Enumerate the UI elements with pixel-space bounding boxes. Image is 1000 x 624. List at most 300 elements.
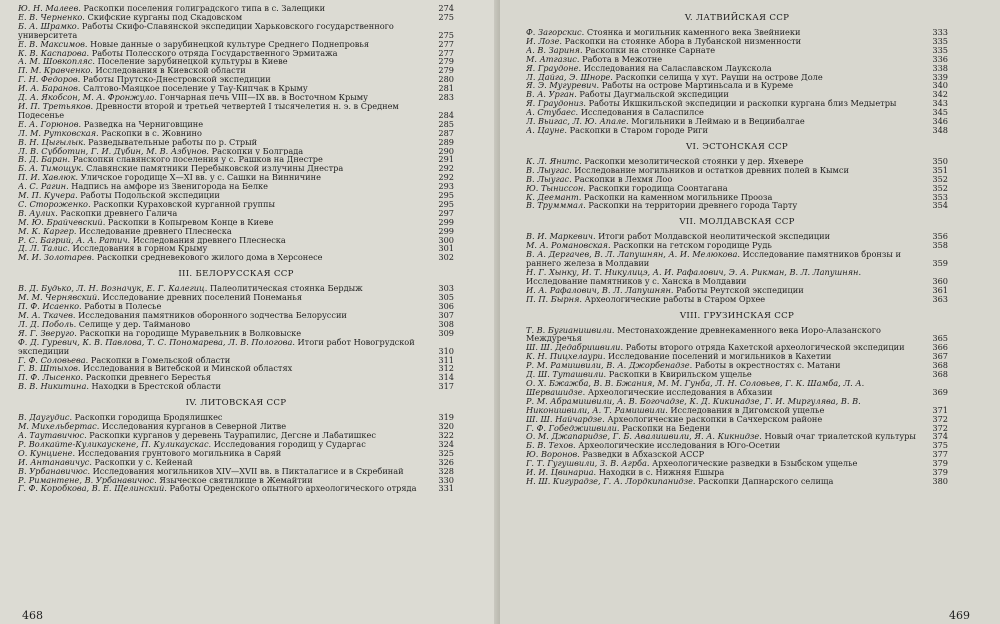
entry-text [18, 191, 424, 200]
entry-text [526, 343, 918, 352]
entry-title: Работы Прутско-Днестровской экспедиции [82, 75, 271, 85]
entry-text [526, 117, 918, 126]
entry-page-number: 274 [438, 4, 454, 13]
entry-author: Л. М. Рутковская. [18, 128, 99, 138]
entry-text [526, 326, 918, 344]
entry-text [18, 120, 424, 129]
entry-author: К. Н. Пицхелаури. [526, 352, 606, 362]
entry-page-number: 330 [438, 475, 454, 485]
entry-title: Раскопки в Лехмя Лоо [574, 174, 673, 184]
entry-author: В. Лыугас. [526, 165, 572, 175]
entry-title: Работа в Межотне [582, 54, 663, 64]
entry-title: Исследования курганов в Северной Литве [101, 422, 287, 431]
entry-page-number: 314 [438, 373, 454, 383]
toc-entry [526, 46, 948, 55]
entry-author: М. А. Романовская. [526, 241, 611, 251]
toc-entry [18, 84, 454, 93]
entry-text [18, 320, 424, 329]
toc-entry [526, 37, 948, 46]
entry-author: М. Атгазис. [526, 54, 580, 64]
entry-text [18, 4, 424, 13]
entry-page-number: 277 [438, 48, 454, 58]
entry-page-number: 295 [438, 191, 454, 200]
toc-entry [18, 338, 454, 356]
entry-title: Исследования в Киевской области [95, 66, 246, 76]
entry-author: П. П. Бырня. [526, 294, 583, 304]
entry-page-number: 299 [438, 226, 454, 236]
entry-text [18, 57, 424, 66]
entry-author: Б. А. Тимощук. [18, 164, 84, 174]
entry-author: Ф. Д. Гуревич, К. В. Павлова, Т. С. Пономарева, Л. В. Пологова. [18, 337, 295, 347]
toc-entry [526, 73, 948, 82]
toc-entry [18, 440, 454, 449]
entry-text [526, 361, 918, 370]
entry-page-number: 287 [438, 128, 454, 138]
entry-text [18, 440, 424, 449]
entry-title: Уличское городище X—XI вв. у с. Сашки на Винничине [80, 173, 321, 183]
entry-page-number: 331 [438, 484, 454, 494]
entry-title: Работы Даугмальской экспедиции [579, 90, 729, 100]
toc-entry [526, 370, 948, 379]
entry-author: Я. Граудоне. [526, 63, 582, 73]
entry-page-number: 368 [932, 370, 948, 379]
entry-author: Л. Дайга, Э. Шноре. [526, 72, 613, 82]
entry-title: Гончарная печь VIII—IX вв. в Восточном Крыму [159, 93, 368, 102]
entry-text [526, 268, 918, 286]
entry-title: Раскопки на территории древнего города Тарту [588, 201, 798, 211]
toc-entry [526, 201, 948, 210]
entry-page-number: 335 [932, 45, 948, 55]
entry-text [526, 250, 918, 268]
toc-entry [18, 129, 454, 138]
entry-page-number: 302 [438, 253, 454, 263]
section-heading: III. БЕЛОРУССКАЯ ССР [178, 269, 294, 280]
entry-title: Находки в с. Нижняя Ешыра [598, 468, 725, 477]
entry-page-number: 379 [932, 459, 948, 469]
entry-text [526, 99, 918, 108]
toc-entry [526, 193, 948, 202]
entry-author: Б. А. Шрамко. [18, 21, 80, 31]
entry-author: Н. Ш. Кигурадзе, Г. А. Лордкипанидзе. [526, 476, 696, 486]
entry-author: Г. Ф. Коробкова, В. Е. Щелинский. [18, 484, 167, 494]
entry-title: Итоги работ Молдавской неолитической экспедиции [598, 232, 831, 242]
entry-text [526, 46, 918, 55]
entry-title: Исследование памятников у с. Ханска в Молдавии [526, 275, 747, 286]
toc-entry [18, 102, 454, 120]
entry-text [526, 126, 918, 135]
toc-entry [18, 200, 454, 209]
entry-title: Раскопки в Копыревом Конце в Киеве [107, 217, 274, 227]
toc-entry [526, 241, 948, 250]
toc-entry [526, 99, 948, 108]
entry-author: В. А. Дергачев, В. Л. Лапушнян, А. И. Мелюкова. [526, 250, 740, 260]
entry-page-number: 281 [438, 84, 454, 94]
entry-author: В. Д. Будько, Л. Н. Возначук, Е. Г. Калегиц. [18, 284, 208, 294]
entry-author: К. Деемант. [526, 192, 582, 202]
entry-author: Я. Граудониз. [526, 99, 586, 109]
entry-author: Р. Волкайте-Куликаускене, П. Куликаускас. [18, 439, 212, 449]
toc-entry [526, 81, 948, 90]
entry-text [526, 166, 918, 175]
entry-text [526, 397, 918, 415]
toc-entry [18, 382, 454, 391]
entry-text [526, 28, 918, 37]
toc-entry [526, 126, 948, 135]
entry-title: Исследование могильников и остатков древних полей в Кымси [574, 165, 849, 175]
entry-title: Исследования могильников XIV—XVII вв. в Пикталагисе и в Скребинай [92, 466, 404, 476]
toc-entry [18, 40, 454, 49]
entry-page-number: 368 [932, 361, 948, 371]
entry-page-number: 352 [932, 174, 948, 184]
entry-page-number: 275 [438, 12, 454, 22]
toc-section [18, 398, 454, 493]
entry-text [526, 232, 918, 241]
entry-author: В. Лыугас. [526, 174, 572, 184]
entry-page-number: 351 [932, 165, 948, 175]
entry-page-number: 328 [438, 466, 454, 476]
toc-entry [18, 236, 454, 245]
entry-page-number: 279 [438, 57, 454, 67]
toc-entry [526, 352, 948, 361]
left-page [0, 0, 498, 624]
entry-title: Исследования в Дигомской ущелье [670, 404, 825, 415]
entry-title: Разведки в Абхазской АССР [582, 450, 705, 460]
section-heading: VIII. ГРУЗИНСКАЯ ССР [679, 310, 795, 321]
entry-page-number: 317 [438, 382, 454, 392]
entry-author: Я. Э. Мугуревич. [526, 81, 600, 91]
toc-entry [18, 449, 454, 458]
entry-text [526, 241, 918, 250]
entry-title: Раскопки в Квирильском ущелье [608, 370, 752, 379]
entry-author: П. И. Хавлюк. [18, 173, 79, 183]
entry-author: К. В. Каспарова. [18, 48, 90, 58]
toc-section [526, 142, 948, 210]
entry-page-number: 284 [438, 109, 454, 120]
toc-entry [18, 138, 454, 147]
entry-text [526, 286, 918, 295]
entry-title: Раскопки Дапнарского селища [698, 476, 834, 486]
entry-title: Раскопки на стоянке Сарнате [585, 45, 716, 55]
entry-text [526, 379, 918, 397]
entry-title: Стоянка и могильник каменного века Звейниеки [586, 28, 801, 37]
toc-entry [18, 120, 454, 129]
entry-page-number: 369 [932, 386, 948, 397]
entry-text [526, 201, 918, 210]
entry-page-number: 366 [932, 343, 948, 353]
toc-entry [526, 55, 948, 64]
entry-page-number: 289 [438, 137, 454, 147]
entry-author: М. М. Чернявский. [18, 293, 100, 303]
entry-page-number: 319 [438, 413, 454, 423]
entry-page-number: 336 [932, 54, 948, 64]
entry-author: В. А. Урган. [526, 90, 577, 100]
toc-entry [18, 164, 454, 173]
toc-entry [18, 476, 454, 485]
entry-page-number: 363 [932, 294, 948, 304]
entry-page-number: 279 [438, 66, 454, 76]
entry-author: Р. М. Рамишвили, В. А. Джорбенадзе. [526, 361, 693, 371]
right-page [500, 0, 1000, 624]
entry-text [18, 209, 424, 218]
toc-entry [526, 295, 948, 304]
entry-text [18, 218, 424, 227]
entry-author: Ю. Тыниссон. [526, 183, 586, 193]
entry-author: Г. В. Штыхов. [18, 364, 81, 374]
entry-author: В. В. Никитина. [18, 382, 89, 392]
toc-entry [18, 302, 454, 311]
entry-text [18, 338, 424, 356]
entry-page-number: 342 [932, 90, 948, 100]
entry-title: Раскопки в Старом городе Риги [569, 125, 708, 135]
toc-entry [526, 415, 948, 424]
entry-page-number: 367 [932, 352, 948, 362]
toc-entry [526, 459, 948, 468]
entry-author: Б. В. Техов. [526, 441, 576, 451]
entry-title: Раскопки в с. Жовнино [101, 128, 202, 138]
entry-title: Раскопки на гетском городище Рудь [613, 241, 772, 251]
entry-page-number: 283 [438, 93, 454, 102]
entry-title: Археологические работы в Старом Орхее [584, 294, 766, 304]
entry-page-number: 371 [932, 404, 948, 415]
toc-entry [526, 450, 948, 459]
entry-text [18, 84, 424, 93]
entry-title: Селище у дер. Тайманово [78, 319, 191, 329]
toc-entry [526, 441, 948, 450]
toc-entry [526, 175, 948, 184]
entry-page-number: 301 [438, 244, 454, 254]
entry-author: В. Урбанавичюс. [18, 466, 91, 476]
entry-title: Раскопки городища Бродялишкес [74, 413, 223, 423]
entry-title: Работы второго отряда Кахетской археологической экспедиции [625, 343, 905, 353]
entry-text [526, 450, 918, 459]
entry-title: Работы Икшкильской экспедиции и раскопки кургана близ Медыетры [588, 99, 897, 109]
entry-title: Работы в Полесье [84, 302, 162, 311]
entry-page-number: 354 [932, 201, 948, 211]
entry-page-number: 339 [932, 72, 948, 82]
entry-title: Работы Ореденского опытного археологического отряда [169, 484, 417, 494]
entry-author: Е. В. Максимов. [18, 39, 88, 49]
toc-entry [526, 250, 948, 268]
page-number-left: 468 [22, 609, 43, 622]
entry-title: Работы Полесского отряда Государственного Эрмитажа [91, 48, 338, 58]
entry-author: В. Трумммал. [526, 201, 586, 211]
entry-text [18, 13, 424, 22]
entry-text [18, 49, 424, 58]
entry-author: Т. В. Бугианишвили. [526, 325, 615, 335]
toc-entry [18, 413, 454, 422]
entry-text [18, 302, 424, 311]
entry-title: Раскопки древнего Берестья [85, 373, 211, 383]
entry-title: Раскопки древнего Галича [60, 208, 178, 218]
entry-page-number: 285 [438, 119, 454, 129]
entry-title: Археологические разведки в Бзыбском ущелье [652, 459, 858, 469]
entry-text [526, 73, 918, 82]
entry-title: Раскопки средневекового жилого дома в Херсонесе [96, 253, 323, 263]
toc-entry [526, 468, 948, 477]
entry-author: О. М. Джапаридзе, Г. Б. Авалишвили, Я. А. Кикнидзе. [526, 432, 762, 442]
entry-text [18, 467, 424, 476]
entry-title: Исследование древних поселений Понеманья [102, 293, 302, 303]
entry-text [526, 468, 918, 477]
entry-text [526, 459, 918, 468]
entry-author: П. Ф. Лысенко. [18, 373, 84, 383]
entry-title: Раскопки поселения голиградского типа в с. Залещики [83, 4, 326, 13]
entry-author: Л. Д. Поболь. [18, 319, 77, 329]
entry-title: Разведывательные работы по р. Стрый [88, 137, 258, 147]
entry-title: Исследования в Витебской и Минской областях [83, 364, 293, 374]
entry-text [526, 175, 918, 184]
entry-page-number: 297 [438, 208, 454, 218]
toc-entry [526, 343, 948, 352]
entry-author: В. Д. Баран. [18, 155, 71, 165]
toc-entry [526, 477, 948, 486]
entry-page-number: 324 [438, 439, 454, 449]
entry-author: В. И. Маркевич. [526, 232, 596, 242]
entry-title: Новые данные о зарубинецкой культуре Среднего Поднепровья [90, 39, 369, 49]
entry-title: Работы в окрестностях с. Матани [694, 361, 841, 371]
entry-text [526, 352, 918, 361]
entry-title: Языческое святилище в Жемайтии [159, 475, 313, 485]
entry-text [526, 90, 918, 99]
toc-entry [18, 484, 454, 493]
entry-title: Салтово-Маяцкое поселение у Тау-Кипчак в Крыму [83, 84, 308, 94]
entry-title: Могильники в Леймаю и в Вециибалгае [631, 117, 805, 126]
entry-text [526, 415, 918, 424]
entry-author: М. К. Каргер. [18, 226, 77, 236]
toc-entry [18, 155, 454, 164]
entry-title: Раскопки у с. Кейенай [94, 457, 193, 467]
entry-page-number: 374 [932, 432, 948, 442]
entry-title: Исследования в Саласпилсе [580, 108, 704, 118]
entry-text [18, 476, 424, 485]
entry-text [18, 413, 424, 422]
toc-entry [18, 227, 454, 236]
entry-page-number: 299 [438, 217, 454, 227]
entry-page-number: 306 [438, 302, 454, 311]
entry-text [526, 55, 918, 64]
entry-title: Раскопки в Гомельской области [90, 355, 231, 365]
entry-author: Ю. Воронов. [526, 450, 580, 460]
entry-author: Д. А. Якобсон, М. А. Фронжуло. [18, 93, 157, 102]
entry-text [526, 157, 918, 166]
entry-page-number: 312 [438, 364, 454, 374]
entry-title: Раскопки селища у хут. Рауши на острове Доле [615, 72, 823, 82]
entry-text [526, 477, 918, 486]
entry-text [18, 253, 424, 262]
entry-text [18, 364, 424, 373]
entry-page-number: 325 [438, 448, 454, 458]
entry-page-number: 372 [932, 423, 948, 433]
entry-title: Работы Подольской экспедиции [80, 191, 220, 200]
entry-text [18, 129, 424, 138]
entry-author: Д. Л. Талис. [18, 244, 70, 254]
entry-title: Работы Скифо-Славянской экспедиции Харьковского государственного университета [18, 21, 394, 40]
entry-title: Раскопки у Болграда [211, 146, 304, 156]
toc-entry [526, 117, 948, 126]
toc-section [526, 311, 948, 486]
entry-author: Л. Вьигас, Л. Ю. Апале. [526, 117, 629, 126]
entry-text [18, 382, 424, 391]
entry-text [18, 236, 424, 245]
entry-title: Исследования древнего Плеснеска [132, 235, 286, 245]
entry-page-number: 293 [438, 182, 454, 192]
toc-entry [18, 356, 454, 365]
entry-page-number: 275 [438, 29, 454, 40]
entry-page-number: 343 [932, 99, 948, 109]
toc-entry [18, 49, 454, 58]
left-sections [18, 269, 454, 493]
entry-title: Находки в Брестской области [91, 382, 221, 392]
entry-text [526, 424, 918, 433]
entry-title: Итоги работ Новогрудской экспедиции [18, 337, 415, 356]
entry-text [18, 373, 424, 382]
entry-text [526, 64, 918, 73]
entry-text [18, 431, 424, 440]
entry-page-number: 358 [932, 241, 948, 251]
entry-title: Поселение зарубинецкой культуры в Киеве [97, 57, 288, 67]
toc-entry [526, 28, 948, 37]
entry-text [18, 458, 424, 467]
entry-title: Раскопки на стоянке Абора в Лубанской низменности [564, 36, 802, 46]
entry-title: Раскопки курганов у деревень Таурапилис, Дегсне и Лабатишкес [89, 430, 376, 440]
toc-entry [526, 361, 948, 370]
entry-text [526, 370, 918, 379]
entry-page-number: 372 [932, 414, 948, 424]
section-heading: IV. ЛИТОВСКАЯ ССР [185, 398, 287, 409]
entry-title: Палеолитическая стоянка Бердыж [209, 284, 363, 294]
entry-title: Исследования в горном Крыму [72, 244, 208, 254]
entry-page-number: 311 [438, 355, 454, 365]
entry-title: Исследования на Салаславском Лаукскола [583, 63, 772, 73]
toc-entry [18, 66, 454, 75]
entry-author: Р. С. Багрий, А. А. Ратич. [18, 235, 131, 245]
entry-title: Исследование поселений и могильников в Кахетии [608, 352, 832, 362]
entry-author: С. Стороженко. [18, 199, 91, 209]
entry-author: О. Кунциене. [18, 448, 76, 458]
toc-entry [526, 90, 948, 99]
entry-page-number: 379 [932, 468, 948, 477]
entry-author: Л. В. Субботин, Г. И. Дубин, М. В. Азбунов. [18, 146, 209, 156]
entry-text [526, 295, 918, 304]
entry-author: Г. Ф. Соловьева. [18, 355, 89, 365]
entry-author: М. Михельбертас. [18, 422, 100, 431]
entry-author: А. Цауне. [526, 125, 568, 135]
entry-title: Местонахождение древнекаменного века Иоро-Алазанского Междуречья [526, 325, 881, 344]
toc-section [526, 217, 948, 303]
toc-entry [18, 218, 454, 227]
entry-page-number: 353 [932, 192, 948, 202]
entry-page-number: 295 [438, 199, 454, 209]
toc-entry [526, 64, 948, 73]
entry-title: Исследования городищ у Сударгас [213, 439, 366, 449]
toc-entry [18, 320, 454, 329]
entry-page-number: 333 [932, 28, 948, 37]
entry-text [526, 184, 918, 193]
entry-title: Археологические исследования в Абхазии [587, 386, 773, 397]
entry-page-number: 375 [932, 441, 948, 451]
toc-entry [18, 373, 454, 382]
entry-author: А. Стубаес. [526, 108, 579, 118]
toc-entry [18, 173, 454, 182]
entry-page-number: 361 [932, 285, 948, 295]
section-heading: VI. ЭСТОНСКАЯ ССР [686, 141, 788, 152]
entry-title: Раскопки на каменном могильнике Прооза [583, 192, 773, 202]
entry-text [18, 293, 424, 302]
entry-text [526, 37, 918, 46]
entry-author: П. Ф. Исаенко. [18, 302, 82, 311]
toc-entry [526, 286, 948, 295]
entry-text [18, 75, 424, 84]
